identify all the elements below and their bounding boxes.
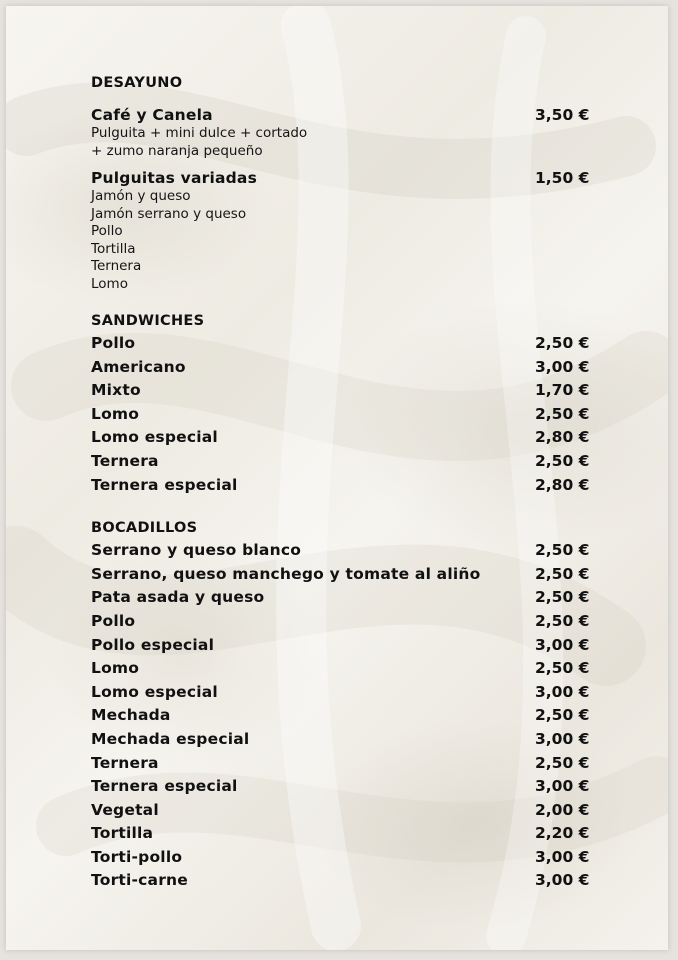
menu-item [91,846,591,870]
section-title-sandwiches: SANDWICHES [91,313,205,329]
menu-item [91,586,591,610]
item-name: Café y Canela [91,106,213,124]
item-price: 2,80 € [535,428,590,447]
item-detail: Lomo [91,275,128,292]
item-price: 2,80 € [535,475,590,494]
item-price: 3,00 € [535,847,590,866]
menu-item [91,657,591,681]
menu-item [91,799,591,823]
item-name: Mechada [91,706,171,725]
menu-item [91,403,591,427]
menu-item [91,822,591,846]
menu-page [6,6,668,950]
menu-item [91,474,591,498]
item-price: 1,70 € [535,381,590,400]
item-name: Vegetal [91,800,159,819]
menu-item [91,450,591,474]
menu-item [91,563,591,587]
menu-item [91,752,591,776]
item-name: Ternera especial [91,777,238,796]
item-name: Lomo [91,404,140,423]
item-price: 3,00 € [535,357,590,376]
item-name: Lomo especial [91,682,218,701]
item-price: 2,50 € [535,334,590,352]
menu-item [91,775,591,799]
item-price: 2,20 € [535,824,590,843]
item-name: Americano [91,357,186,376]
item-price: 3,00 € [535,777,590,796]
item-price: 3,00 € [535,871,590,890]
item-name: Lomo [91,659,140,678]
item-detail: Pulguita + mini dulce + cortado [91,125,308,141]
menu-item [91,168,591,293]
menu-content [91,72,591,893]
menu-item [91,332,591,356]
item-name: Ternera especial [91,475,238,494]
item-price: 2,50 € [535,541,590,560]
item-price: 3,00 € [535,635,590,654]
item-name: Torti-carne [91,871,189,890]
menu-item [91,728,591,752]
item-name: Ternera [91,451,159,470]
item-price: 2,50 € [535,753,590,772]
item-price: 2,50 € [535,706,590,725]
item-name: Lomo especial [91,428,218,447]
item-price: 2,00 € [535,800,590,819]
item-price: 1,50 € [535,169,590,187]
menu-item [91,704,591,728]
menu-item [91,681,591,705]
menu-item [91,379,591,403]
item-price: 2,50 € [535,451,590,470]
menu-item [91,105,591,160]
item-name: Pollo [91,611,136,630]
section-title-bocadillos: BOCADILLOS [91,520,198,537]
item-name: Torti-pollo [91,847,183,866]
item-name: Pollo [91,334,136,352]
item-detail: Tortilla [91,240,136,257]
menu-item [91,869,591,893]
item-name: Pata asada y queso [91,588,265,607]
item-detail: Ternera [91,258,142,274]
section-title-desayuno: DESAYUNO [91,75,183,91]
menu-item [91,610,591,634]
item-detail: + zumo naranja pequeño [91,142,263,159]
item-detail: Jamón serrano y queso [91,205,247,222]
item-price: 3,50 € [535,106,590,124]
item-price: 3,00 € [535,682,590,701]
item-price: 2,50 € [535,404,590,423]
item-price: 2,50 € [535,659,590,678]
item-name: Tortilla [91,824,154,843]
item-name: Mechada especial [91,729,250,748]
item-name: Pulguitas variadas [91,169,258,187]
item-price: 2,50 € [535,588,590,607]
item-name: Ternera [91,753,159,772]
menu-item [91,426,591,450]
item-name: Serrano, queso manchego y tomate al aliño [91,564,481,583]
menu-item [91,356,591,380]
item-price: 2,50 € [535,611,590,630]
item-name: Mixto [91,381,141,400]
sandwiches-list [91,332,591,497]
item-name: Pollo especial [91,635,215,654]
item-detail: Pollo [91,223,123,239]
item-price: 2,50 € [535,564,590,583]
item-detail: Jamón y queso [91,188,191,204]
menu-item [91,539,591,563]
item-name: Serrano y queso blanco [91,541,302,560]
menu-item [91,634,591,658]
bocadillos-list [91,539,591,893]
item-price: 3,00 € [535,729,590,748]
